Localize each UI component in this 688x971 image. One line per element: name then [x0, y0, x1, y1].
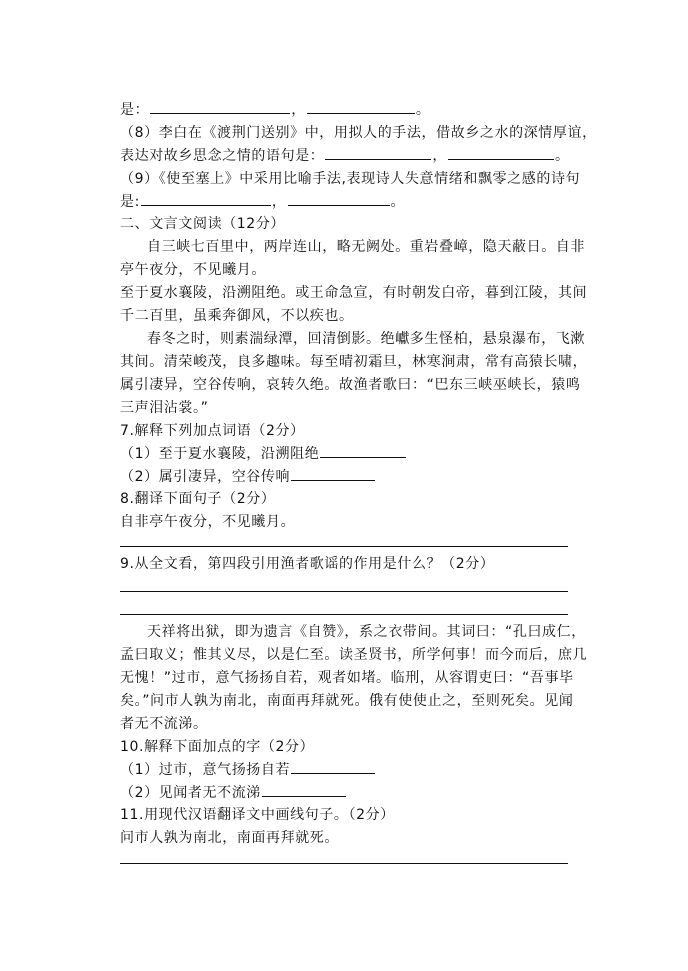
q10-item1: （1）过市，意气扬扬自若	[120, 759, 376, 781]
passage-line: 至于夏水襄陵，沿溯阻绝。或王命急宣，有时朝发白帝，暮到江陵，其间	[120, 285, 588, 301]
q7-title: 7.解释下列加点词语（2分）	[120, 423, 305, 439]
q9-answer-line: 是: ， 。	[120, 191, 405, 213]
passage-line: 天祥将出狱，即为遗言《自赞》，系之衣带间。其词曰：“孔曰成仁，	[147, 624, 586, 640]
q10-item2: （2）见闻者无不流涕	[120, 782, 347, 804]
q10-title: 10.解释下面加点的字（2分）	[120, 739, 315, 755]
q11-title: 11.用现代汉语翻译文中画线句子。（2分）	[120, 807, 395, 823]
answer-rule[interactable]	[120, 546, 568, 547]
answer-rule[interactable]	[120, 863, 568, 864]
q8b-sentence: 自非亭午夜分，不见曦月。	[120, 514, 296, 530]
passage-line: 春冬之时，则素湍绿潭，回清倒影。绝巘多生怪柏，悬泉瀑布，飞漱	[147, 331, 585, 347]
q8b-title: 8.翻译下面句子（2分）	[120, 491, 276, 507]
prev-question-answer-line: 是： ， 。	[120, 99, 430, 121]
answer-rule[interactable]	[120, 591, 568, 592]
passage-line: 者无不流涕。	[120, 716, 208, 732]
passage-line: 千二百里，虽乘奔御风，不以疾也。	[120, 308, 354, 324]
passage-line: 孟曰取义；惟其义尽，以是仁至。读圣贤书，所学何事！而今而后，庶几	[120, 647, 588, 663]
passage-line: 属引凄异，空谷传响，哀转久绝。故渔者歌曰：“巴东三峡巫峡长，猿鸣	[120, 377, 581, 393]
q9-line1: （9）《使至塞上》中采用比喻手法,表现诗人失意情绪和飘零之感的诗句	[120, 171, 581, 187]
answer-blank[interactable]	[288, 191, 390, 206]
passage-line: 亭午夜分，不见曦月。	[120, 262, 266, 278]
q8-line1: （8）李白在《渡荆门送别》中，用拟人的手法，借故乡之水的深情厚谊，	[120, 125, 597, 141]
answer-blank[interactable]	[150, 99, 290, 114]
answer-blank[interactable]	[307, 99, 415, 114]
q7-item2: （2）属引凄异，空谷传响	[120, 466, 376, 488]
answer-blank[interactable]	[325, 145, 431, 160]
answer-blank[interactable]	[262, 782, 346, 797]
answer-rule[interactable]	[120, 614, 568, 615]
passage-line: 矣。”问市人孰为南北，南面再拜就死。俄有使使止之，至则死矣。见闻	[120, 693, 574, 709]
passage-line: 其间。清荣峻茂，良多趣味。每至晴初霜旦，林寒涧肃，常有高猿长啸，	[120, 354, 588, 370]
q7-item1: （1）至于夏水襄陵，沿溯阻绝	[120, 443, 407, 465]
passage-line: 自三峡七百里中，两岸连山，略无阙处。重岩叠嶂，隐天蔽日。自非	[147, 239, 585, 255]
section-title: 二、文言文阅读（12分）	[120, 216, 286, 232]
answer-blank[interactable]	[320, 443, 406, 458]
answer-blank[interactable]	[291, 759, 375, 774]
q8-answer-line: 表达对故乡思念之情的语句是： ， 。	[120, 145, 570, 167]
passage-line: 无愧！”过市，意气扬扬自若，观者如堵。临刑，从容谓吏曰：“吾事毕	[120, 670, 574, 686]
q9b-title: 9.从全文看，第四段引用渔者歌谣的作用是什么？（2分）	[120, 556, 495, 572]
q11-sentence: 问市人孰为南北，南面再拜就死。	[120, 830, 339, 846]
answer-blank[interactable]	[291, 466, 375, 481]
passage-line: 三声泪沾裳。”	[120, 400, 209, 416]
answer-blank[interactable]	[141, 191, 271, 206]
answer-blank[interactable]	[448, 145, 554, 160]
